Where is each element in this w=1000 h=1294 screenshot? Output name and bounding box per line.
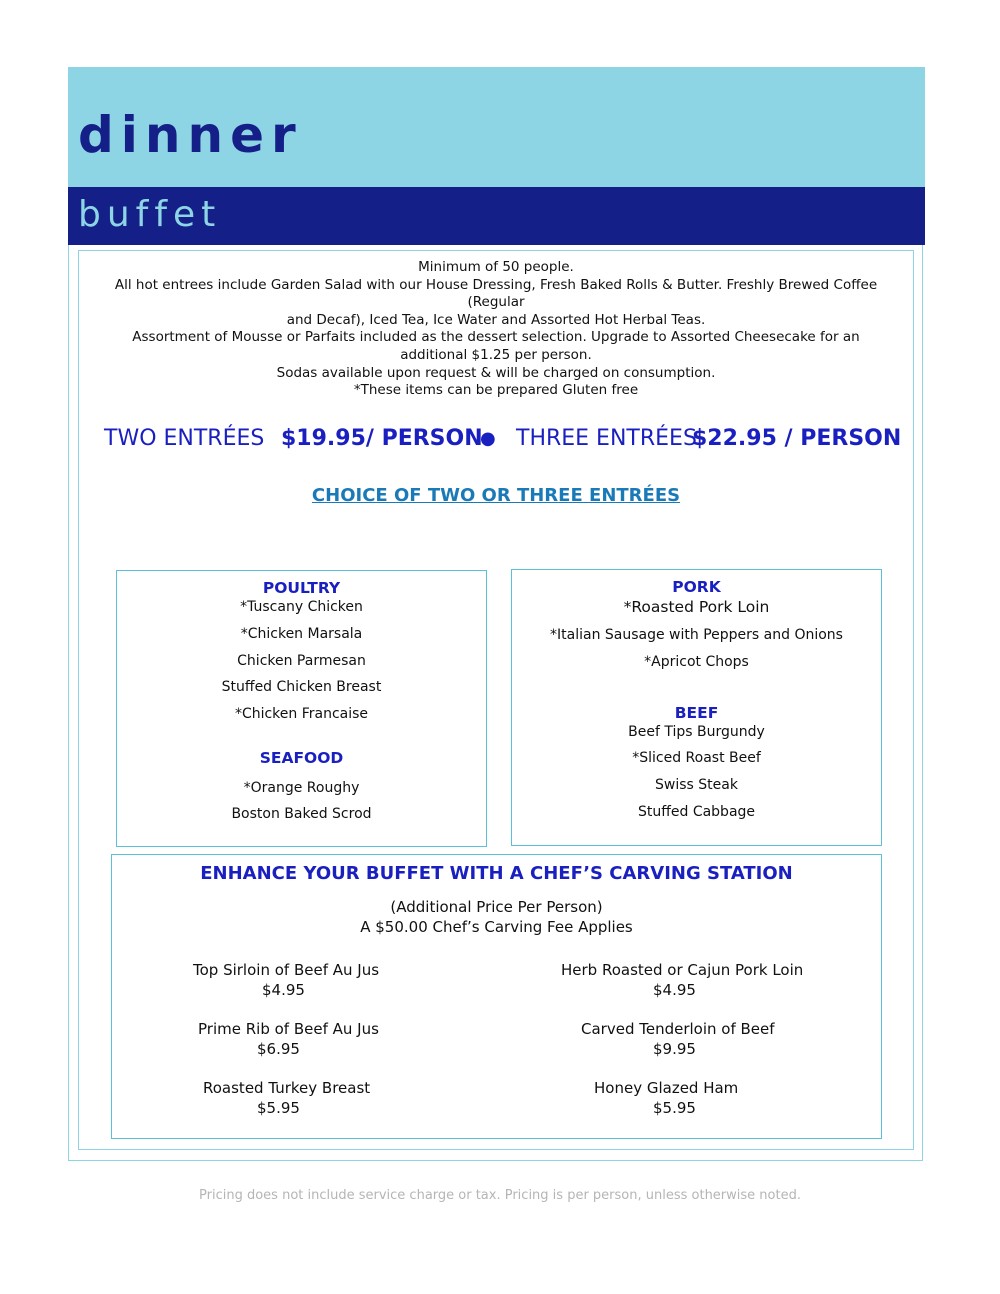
menu-item: Stuffed Cabbage [637,804,756,820]
carving-item-price: $6.95 [257,1040,300,1058]
menu-item: *Tuscany Chicken [240,599,363,615]
menu-item: *Chicken Marsala [240,626,363,642]
intro-line: Assortment of Mousse or Parfaits included as the dessert selection. Upgrade to Assorted Cheesecake for an [132,329,860,346]
intro-line: and Decaf), Iced Tea, Ice Water and Assorted Hot Herbal Teas. [286,311,706,328]
bullet-icon: ● [480,428,496,449]
carving-item-price: $4.95 [653,981,696,999]
footer-note: Pricing does not include service charge or tax. Pricing is per person, unless otherwise noted. [199,1188,801,1203]
menu-item: *Apricot Chops [644,654,749,670]
menu-item: *Sliced Roast Beef [632,750,761,766]
menu-item: Chicken Parmesan [237,653,366,669]
carving-item-price: $9.95 [653,1040,696,1058]
intro-line: *These items can be prepared Gluten free [353,382,639,399]
carving-heading: ENHANCE YOUR BUFFET WITH A CHEF’S CARVING STATION [200,863,793,884]
seafood-heading: SEAFOOD [259,749,344,767]
menu-item: *Chicken Francaise [234,706,369,722]
carving-item-name: Top Sirloin of Beef Au Jus [193,961,380,979]
carving-item-name: Herb Roasted or Cajun Pork Loin [561,961,804,979]
pork-beef-box [511,569,882,846]
intro-line: additional $1.25 per person. [400,346,592,363]
page-title: dinner [78,106,303,164]
choice-heading: CHOICE OF TWO OR THREE ENTRÉES [311,485,681,506]
menu-item: Beef Tips Burgundy [628,724,765,740]
page-subtitle: buffet [78,194,222,235]
two-entrees-label: TWO ENTRÉES [104,426,265,451]
carving-item-name: Carved Tenderloin of Beef [581,1020,775,1038]
carving-item-name: Roasted Turkey Breast [203,1079,371,1097]
carving-item-name: Honey Glazed Ham [594,1079,739,1097]
pork-heading: PORK [672,578,721,596]
intro-line: Minimum of 50 people. [418,259,574,275]
intro-line: All hot entrees include Garden Salad with our House Dressing, Fresh Baked Rolls & Butter. Freshly Brewed Coffee (Regular [114,276,878,311]
carving-station-box [111,854,882,1139]
carving-note: (Additional Price Per Person) [390,898,603,916]
menu-item: Boston Baked Scrod [231,806,372,822]
carving-fee: A $50.00 Chef’s Carving Fee Applies [360,918,633,936]
intro-text [90,259,902,400]
two-entrees-price: $19.95/ PERSON [281,426,483,451]
menu-item: *Roasted Pork Loin [623,598,770,616]
poultry-heading: POULTRY [262,579,341,597]
menu-item: Swiss Steak [655,777,738,793]
menu-item: *Italian Sausage with Peppers and Onions [550,627,843,643]
poultry-seafood-box [116,570,487,847]
menu-item: Stuffed Chicken Breast [221,679,382,695]
carving-item-name: Prime Rib of Beef Au Jus [198,1020,379,1038]
intro-line: Sodas available upon request & will be charged on consumption. [276,364,716,381]
carving-item-price: $5.95 [653,1099,696,1117]
carving-item-price: $4.95 [262,981,305,999]
three-entrees-price: $22.95 / PERSON [692,426,902,451]
three-entrees-label: THREE ENTRÉES [516,426,697,451]
beef-heading: BEEF [674,704,719,722]
carving-item-price: $5.95 [257,1099,300,1117]
menu-item: *Orange Roughy [243,780,360,796]
